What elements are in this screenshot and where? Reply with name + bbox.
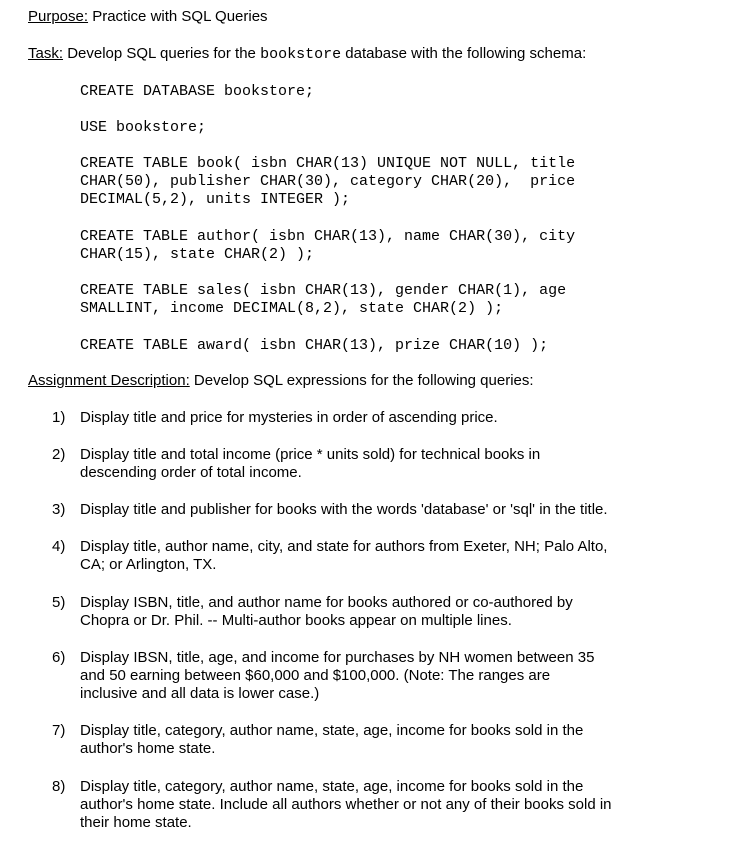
query-number: 4) [52, 538, 66, 555]
query-text: Display IBSN, title, age, and income for purchases by NH women between 35 and 50 earning between $60,000 and $100,000. (Note: The ranges are inclusive and all data is lower case.) [80, 649, 595, 702]
query-number: 7) [52, 722, 66, 739]
task-db-name: bookstore [260, 46, 342, 63]
code-create-award: CREATE TABLE award( isbn CHAR(13), prize CHAR(10) ); [80, 337, 549, 354]
task-line [28, 45, 586, 64]
query-text: Display title and price for mysteries in order of ascending price. [80, 409, 498, 426]
query-number: 3) [52, 501, 66, 518]
query-number: 2) [52, 446, 66, 463]
assignment-label: Assignment Description: [28, 372, 190, 389]
query-number: 5) [52, 594, 66, 611]
code-create-sales: CREATE TABLE sales( isbn CHAR(13), gender CHAR(1), age SMALLINT, income DECIMAL(8,2), state CHAR(2) ); [80, 282, 567, 317]
assignment-text: Develop SQL expressions for the following queries: [193, 372, 534, 389]
task-text-before: Develop SQL queries for the [67, 45, 261, 62]
query-text: Display title, category, author name, state, age, income for books sold in the author's home state. [80, 722, 584, 757]
query-text: Display title and total income (price * units sold) for technical books in descending order of total income. [80, 446, 541, 481]
query-text: Display title, category, author name, state, age, income for books sold in the author's home state. Include all authors whether or not any of their books sold in their home state. [80, 778, 612, 831]
code-create-book: CREATE TABLE book( isbn CHAR(13) UNIQUE NOT NULL, title CHAR(50), publisher CHAR(30), category CHAR(20), price DECIMAL(5,2), units INTEGER ); [80, 155, 576, 208]
query-number: 8) [52, 778, 66, 795]
code-create-author: CREATE TABLE author( isbn CHAR(13), name CHAR(30), city CHAR(15), state CHAR(2) ); [80, 228, 576, 263]
purpose-text: Practice with SQL Queries [92, 8, 268, 25]
query-text: Display ISBN, title, and author name for books authored or co-authored by Chopra or Dr. Phil. -- Multi-author books appear on multiple lines. [80, 594, 573, 629]
query-number: 6) [52, 649, 66, 666]
code-use-database: USE bookstore; [80, 119, 207, 136]
purpose-label: Purpose: [28, 8, 89, 25]
code-create-database: CREATE DATABASE bookstore; [80, 83, 315, 100]
task-text-after: database with the following schema: [341, 45, 587, 62]
query-text: Display title, author name, city, and state for authors from Exeter, NH; Palo Alto, CA; or Arlington, TX. [80, 538, 608, 573]
query-text: Display title and publisher for books with the words 'database' or 'sql' in the title. [80, 501, 608, 518]
assignment-line [28, 372, 534, 390]
task-label: Task: [28, 45, 64, 62]
purpose-line [28, 8, 268, 26]
query-number: 1) [52, 409, 66, 426]
